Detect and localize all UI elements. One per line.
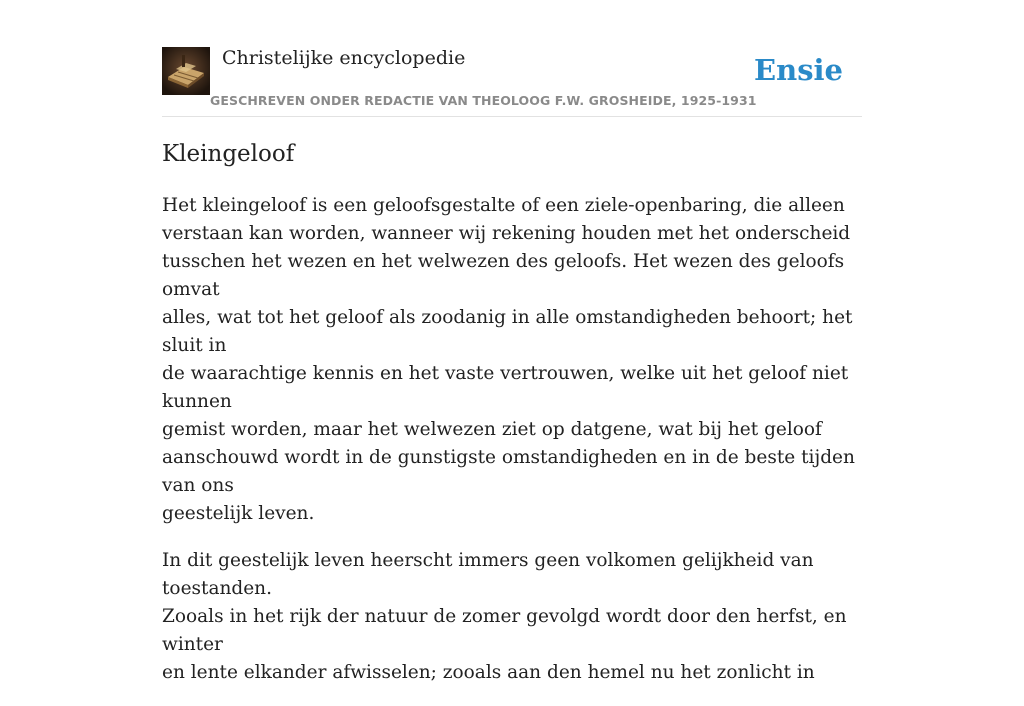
site-logo[interactable]: [162, 47, 210, 95]
brand-logo-link[interactable]: Ensie: [754, 53, 843, 87]
article-paragraph: In dit geestelijk leven heerscht immers geen volkomen gelijkheid van toestanden. Zooals in het rijk der natuur de zomer gevolgd wordt door den herfst, en winter en lente elkander afwisselen; zooals aan den hemel nu het zonlicht in: [162, 550, 847, 683]
article-title: Kleingeloof: [162, 141, 295, 167]
site-title[interactable]: Christelijke encyclopedie: [222, 47, 466, 69]
book-logo-icon: [162, 47, 210, 95]
article-paragraph: Het kleingeloof is een geloofsgestalte of een ziele-openbaring, die alleen verstaan kan worden, wanneer wij rekening houden met het onderscheid tusschen het wezen en het welwezen des geloofs. Het wezen des geloofs omvat alles, wat tot het geloof als zoodanig in alle omstandigheden behoort; het sluit in de waarachtige kennis en het vaste vertrouwen, welke uit het geloof niet kunnen gemist worden, maar het welwezen ziet op datgene, wat bij het geloof aanschouwd wordt in de gunstigste omstandigheden en in de beste tijden van ons geestelijk leven.: [162, 195, 855, 524]
site-header: [162, 46, 862, 117]
site-subtitle: GESCHREVEN ONDER REDACTIE VAN THEOLOOG F.W. GROSHEIDE, 1925-1931: [210, 93, 757, 108]
article-body: [162, 192, 872, 706]
